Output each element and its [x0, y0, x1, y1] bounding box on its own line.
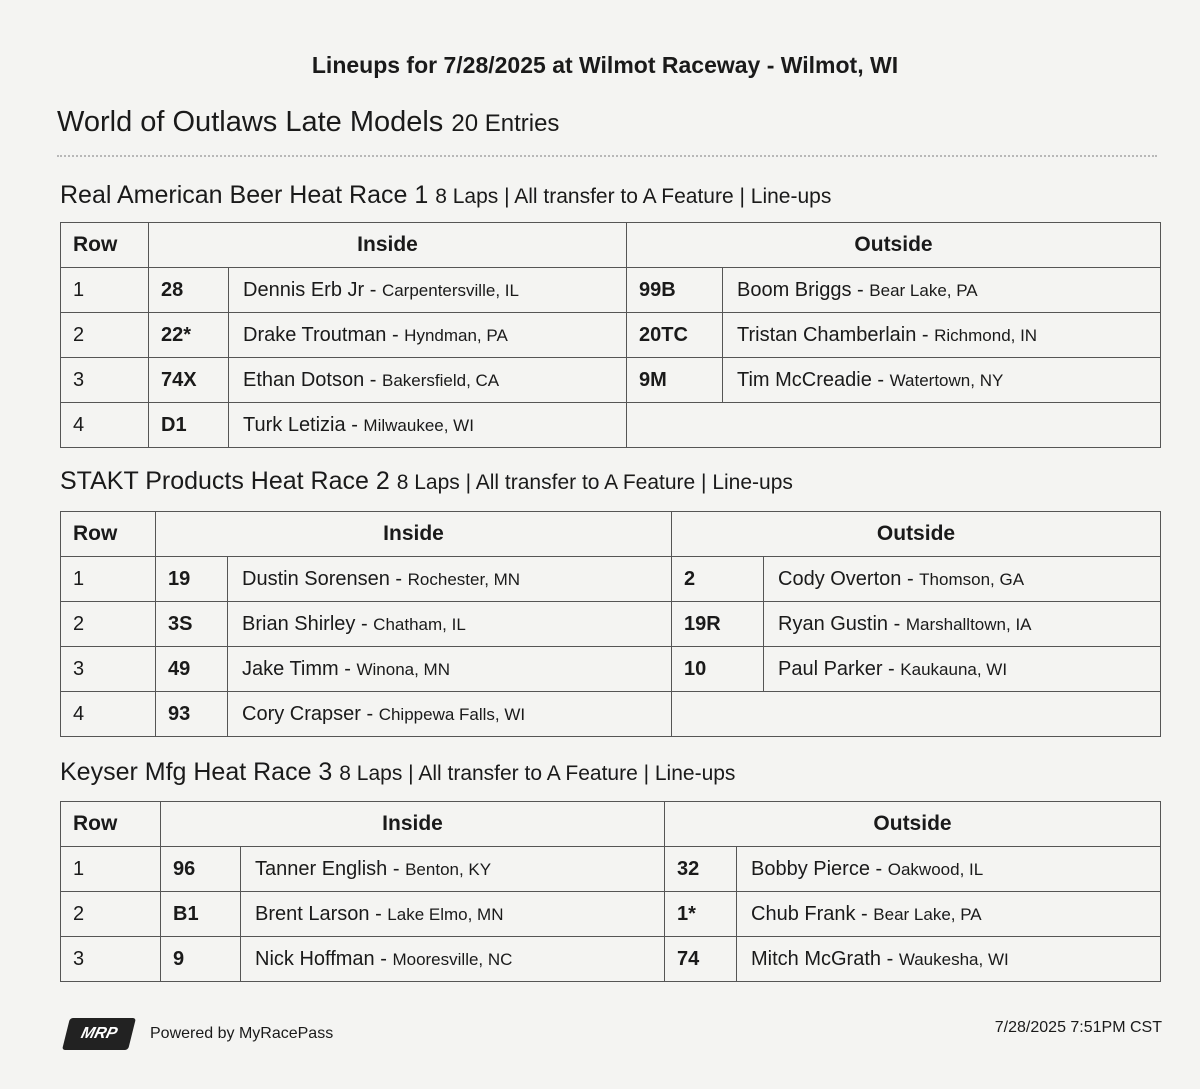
outside-driver: Paul Parker - Kaukauna, WI	[764, 647, 1161, 692]
outside-car-number: 9M	[627, 358, 723, 403]
inside-driver: Cory Crapser - Chippewa Falls, WI	[228, 692, 672, 737]
driver-name: Paul Parker	[778, 657, 883, 680]
inside-driver: Tanner English - Benton, KY	[241, 847, 665, 892]
inside-car-number: 3S	[156, 602, 228, 647]
lineup-row	[61, 692, 1161, 737]
inside-car-number: 19	[156, 557, 228, 602]
lineup-row	[61, 268, 1161, 313]
row-number: 1	[61, 557, 156, 602]
driver-name: Ryan Gustin	[778, 612, 889, 635]
inside-driver: Nick Hoffman - Mooresville, NC	[241, 937, 665, 982]
lineup-row	[61, 847, 1161, 892]
inside-driver: Brent Larson - Lake Elmo, MN	[241, 892, 665, 937]
driver-name: Ethan Dotson	[243, 368, 365, 391]
row-number: 2	[61, 602, 156, 647]
inside-driver: Ethan Dotson - Bakersfield, CA	[229, 358, 627, 403]
inside-car-number: 22*	[149, 313, 229, 358]
inside-driver: Dennis Erb Jr - Carpentersville, IL	[229, 268, 627, 313]
powered-by-text: Powered by MyRacePass	[150, 1025, 334, 1042]
inside-driver: Turk Letizia - Milwaukee, WI	[229, 403, 627, 448]
page-title: Lineups for 7/28/2025 at Wilmot Raceway - Wilmot, WI	[311, 52, 899, 78]
driver-hometown: Chatham, IL	[373, 614, 466, 634]
inside-car-number: 49	[156, 647, 228, 692]
inside-car-number: 28	[149, 268, 229, 313]
outside-header: Outside	[665, 802, 1161, 847]
header-row	[61, 802, 1161, 847]
heat-name: Real American Beer Heat Race 1	[60, 181, 429, 209]
inside-car-number: 93	[156, 692, 228, 737]
driver-hometown: Kaukauna, WI	[900, 659, 1008, 679]
driver-name: Mitch McGrath	[751, 947, 882, 970]
row-number: 3	[61, 358, 149, 403]
lineup-row	[61, 937, 1161, 982]
driver-name: Bobby Pierce	[751, 857, 870, 880]
lineup-table	[60, 222, 1161, 448]
lineup-row	[61, 647, 1161, 692]
driver-hometown: Watertown, NY	[889, 370, 1004, 390]
inside-car-number: 96	[161, 847, 241, 892]
driver-name: Jake Timm	[242, 657, 339, 680]
inside-car-number: 74X	[149, 358, 229, 403]
outside-driver: Tristan Chamberlain - Richmond, IN	[723, 313, 1161, 358]
row-number: 3	[61, 937, 161, 982]
outside-car-number: 32	[665, 847, 737, 892]
driver-name: Nick Hoffman	[255, 947, 375, 970]
inside-car-number: B1	[161, 892, 241, 937]
inside-header: Inside	[149, 223, 627, 268]
heat-details: 8 Laps | All transfer to A Feature | Line-ups	[339, 762, 736, 785]
driver-name: Cody Overton	[778, 567, 902, 590]
row-number: 2	[61, 892, 161, 937]
lineup-table	[60, 801, 1161, 982]
outside-car-number: 20TC	[627, 313, 723, 358]
driver-hometown: Mooresville, NC	[392, 949, 513, 969]
row-header: Row	[61, 223, 149, 268]
outside-car-number: 74	[665, 937, 737, 982]
outside-car-number: 10	[672, 647, 764, 692]
row-number: 4	[61, 692, 156, 737]
outside-driver: Mitch McGrath - Waukesha, WI	[737, 937, 1161, 982]
print-timestamp: 7/28/2025 7:51PM CST	[994, 1019, 1162, 1036]
driver-name: Chub Frank	[751, 902, 856, 925]
outside-car-number: 19R	[672, 602, 764, 647]
header-row	[61, 223, 1161, 268]
driver-hometown: Bear Lake, PA	[869, 280, 978, 300]
driver-name: Tanner English	[255, 857, 388, 880]
driver-name: Dustin Sorensen	[242, 567, 390, 590]
driver-name: Turk Letizia	[243, 413, 346, 436]
header-row	[61, 512, 1161, 557]
driver-hometown: Carpentersville, IL	[381, 280, 519, 300]
lineup-table	[60, 511, 1161, 737]
lineup-row	[61, 358, 1161, 403]
driver-hometown: Winona, MN	[356, 659, 450, 679]
row-number: 4	[61, 403, 149, 448]
lineup-row	[61, 403, 1161, 448]
inside-header: Inside	[156, 512, 672, 557]
driver-hometown: Oakwood, IL	[887, 859, 984, 879]
driver-hometown: Bakersfield, CA	[381, 370, 500, 390]
row-number: 1	[61, 847, 161, 892]
class-title	[57, 106, 559, 139]
driver-name: Brian Shirley	[242, 612, 356, 635]
driver-hometown: Bear Lake, PA	[873, 904, 982, 924]
outside-empty	[627, 403, 1161, 448]
heat-details: 8 Laps | All transfer to A Feature | Line-ups	[396, 471, 793, 494]
driver-hometown: Waukesha, WI	[898, 949, 1009, 969]
inside-driver: Brian Shirley - Chatham, IL	[228, 602, 672, 647]
entry-count: 20 Entries	[451, 110, 560, 137]
heat-name: Keyser Mfg Heat Race 3	[60, 758, 333, 786]
lineup-row	[61, 892, 1161, 937]
lineup-row	[61, 602, 1161, 647]
section-divider	[57, 155, 1157, 157]
heat-details: 8 Laps | All transfer to A Feature | Line-ups	[435, 185, 832, 208]
heat-name: STAKT Products Heat Race 2	[60, 467, 390, 495]
inside-driver: Dustin Sorensen - Rochester, MN	[228, 557, 672, 602]
driver-name: Dennis Erb Jr	[243, 278, 365, 301]
outside-driver: Bobby Pierce - Oakwood, IL	[737, 847, 1161, 892]
driver-hometown: Marshalltown, IA	[905, 614, 1032, 634]
heat-title	[60, 758, 735, 787]
heat-title	[60, 181, 831, 210]
driver-hometown: Hyndman, PA	[404, 325, 508, 345]
outside-driver: Cody Overton - Thomson, GA	[764, 557, 1161, 602]
driver-hometown: Chippewa Falls, WI	[378, 704, 526, 724]
outside-driver: Tim McCreadie - Watertown, NY	[723, 358, 1161, 403]
row-header: Row	[61, 512, 156, 557]
inside-driver: Drake Troutman - Hyndman, PA	[229, 313, 627, 358]
driver-hometown: Rochester, MN	[407, 569, 521, 589]
outside-driver: Chub Frank - Bear Lake, PA	[737, 892, 1161, 937]
inside-car-number: D1	[149, 403, 229, 448]
outside-driver: Ryan Gustin - Marshalltown, IA	[764, 602, 1161, 647]
driver-name: Tristan Chamberlain	[737, 323, 917, 346]
driver-hometown: Benton, KY	[405, 859, 492, 879]
myracepass-logo: MRP	[62, 1018, 136, 1050]
outside-header: Outside	[672, 512, 1161, 557]
driver-hometown: Thomson, GA	[919, 569, 1025, 589]
outside-car-number: 1*	[665, 892, 737, 937]
driver-hometown: Lake Elmo, MN	[387, 904, 504, 924]
class-name: World of Outlaws Late Models	[57, 106, 444, 138]
driver-name: Cory Crapser	[242, 702, 361, 725]
driver-name: Tim McCreadie	[737, 368, 872, 391]
outside-driver: Boom Briggs - Bear Lake, PA	[723, 268, 1161, 313]
inside-driver: Jake Timm - Winona, MN	[228, 647, 672, 692]
row-header: Row	[61, 802, 161, 847]
heat-title	[60, 467, 793, 496]
driver-hometown: Richmond, IN	[934, 325, 1038, 345]
outside-car-number: 2	[672, 557, 764, 602]
lineup-row	[61, 557, 1161, 602]
outside-empty	[672, 692, 1161, 737]
outside-car-number: 99B	[627, 268, 723, 313]
outside-header: Outside	[627, 223, 1161, 268]
driver-name: Drake Troutman	[243, 323, 387, 346]
lineup-row	[61, 313, 1161, 358]
driver-hometown: Milwaukee, WI	[363, 415, 474, 435]
driver-name: Brent Larson	[255, 902, 370, 925]
row-number: 2	[61, 313, 149, 358]
row-number: 3	[61, 647, 156, 692]
row-number: 1	[61, 268, 149, 313]
inside-car-number: 9	[161, 937, 241, 982]
inside-header: Inside	[161, 802, 665, 847]
driver-name: Boom Briggs	[737, 278, 852, 301]
